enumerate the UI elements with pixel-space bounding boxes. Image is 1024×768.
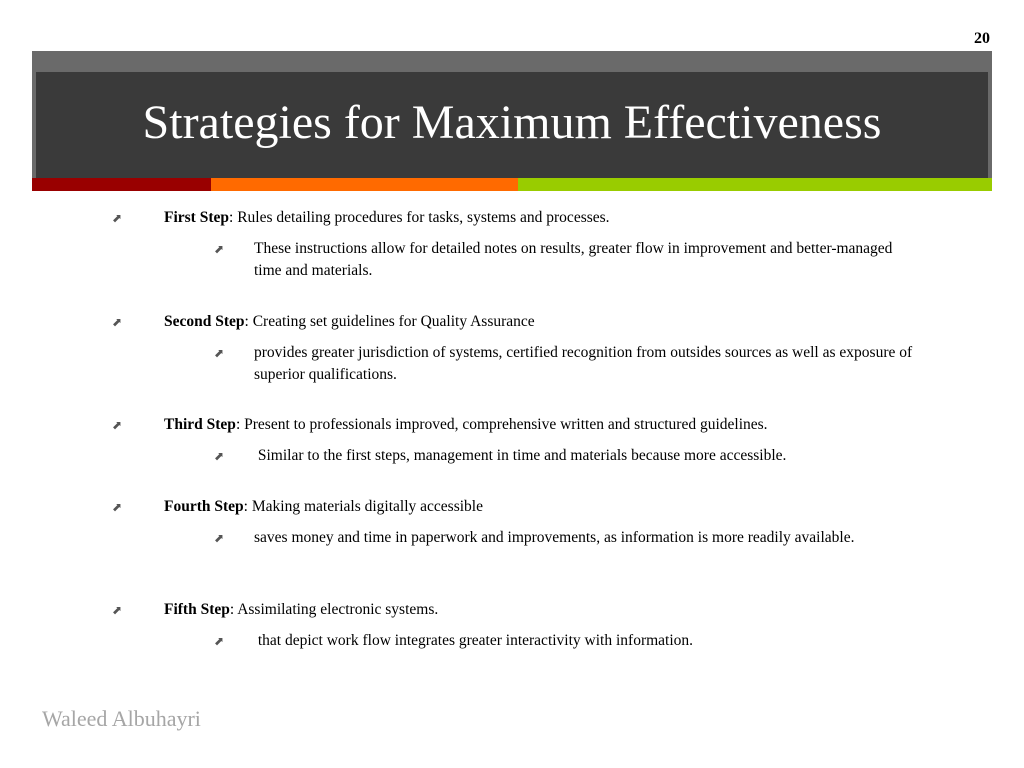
title-panel (36, 72, 988, 178)
step-detail-text: saves money and time in paperwork and improvements, as information is more readily available. (254, 529, 855, 546)
step-label: First Step (164, 209, 230, 226)
title-bar (32, 51, 992, 178)
slide-title: Strategies for Maximum Effectiveness (142, 95, 882, 149)
step-detail-text: These instructions allow for detailed notes on results, greater flow in improvement and better-managed time and materials. (254, 240, 893, 279)
arrow-up-right-icon: ⬈ (214, 242, 225, 256)
step-detail-1 (214, 238, 914, 282)
step-bullet-3 (112, 414, 944, 436)
step-label: Third Step (164, 416, 236, 433)
arrow-up-right-icon: ⬈ (112, 603, 123, 617)
arrow-up-right-icon: ⬈ (112, 418, 123, 432)
arrow-up-right-icon: ⬈ (214, 449, 225, 463)
arrow-up-right-icon: ⬈ (112, 315, 123, 329)
step-detail-4 (214, 527, 914, 549)
accent-stripe-green (518, 178, 992, 191)
step-label: Second Step (164, 313, 245, 330)
step-detail-text: Similar to the first steps, management in time and materials because more accessible. (254, 447, 787, 464)
step-detail-text: provides greater jurisdiction of systems, certified recognition from outsides sources as well as exposure of superior qualifications. (254, 344, 913, 383)
page-number: 20 (974, 30, 990, 47)
step-text: : Rules detailing procedures for tasks, systems and processes. (229, 209, 610, 226)
arrow-up-right-icon: ⬈ (112, 500, 123, 514)
arrow-up-right-icon: ⬈ (214, 634, 225, 648)
step-text: : Present to professionals improved, comprehensive written and structured guidelines. (235, 416, 768, 433)
step-label: Fifth Step (164, 601, 230, 618)
step-detail-text: that depict work flow integrates greater interactivity with information. (254, 632, 694, 649)
step-detail-5 (214, 630, 914, 652)
step-detail-2 (214, 342, 914, 386)
step-label: Fourth Step (164, 498, 244, 515)
step-bullet-2 (112, 311, 944, 333)
arrow-up-right-icon: ⬈ (214, 531, 225, 545)
arrow-up-right-icon: ⬈ (112, 211, 123, 225)
footer-author: Waleed Albuhayri (42, 706, 201, 731)
step-bullet-1 (112, 207, 944, 229)
step-bullet-4 (112, 496, 944, 518)
step-text: : Assimilating electronic systems. (229, 601, 439, 618)
step-detail-3 (214, 445, 914, 467)
step-text: : Creating set guidelines for Quality Assurance (244, 313, 535, 330)
arrow-up-right-icon: ⬈ (214, 346, 225, 360)
step-bullet-5 (112, 599, 944, 621)
accent-stripe-orange (211, 178, 518, 191)
accent-stripe-red (32, 178, 211, 191)
step-text: : Making materials digitally accessible (243, 498, 483, 515)
